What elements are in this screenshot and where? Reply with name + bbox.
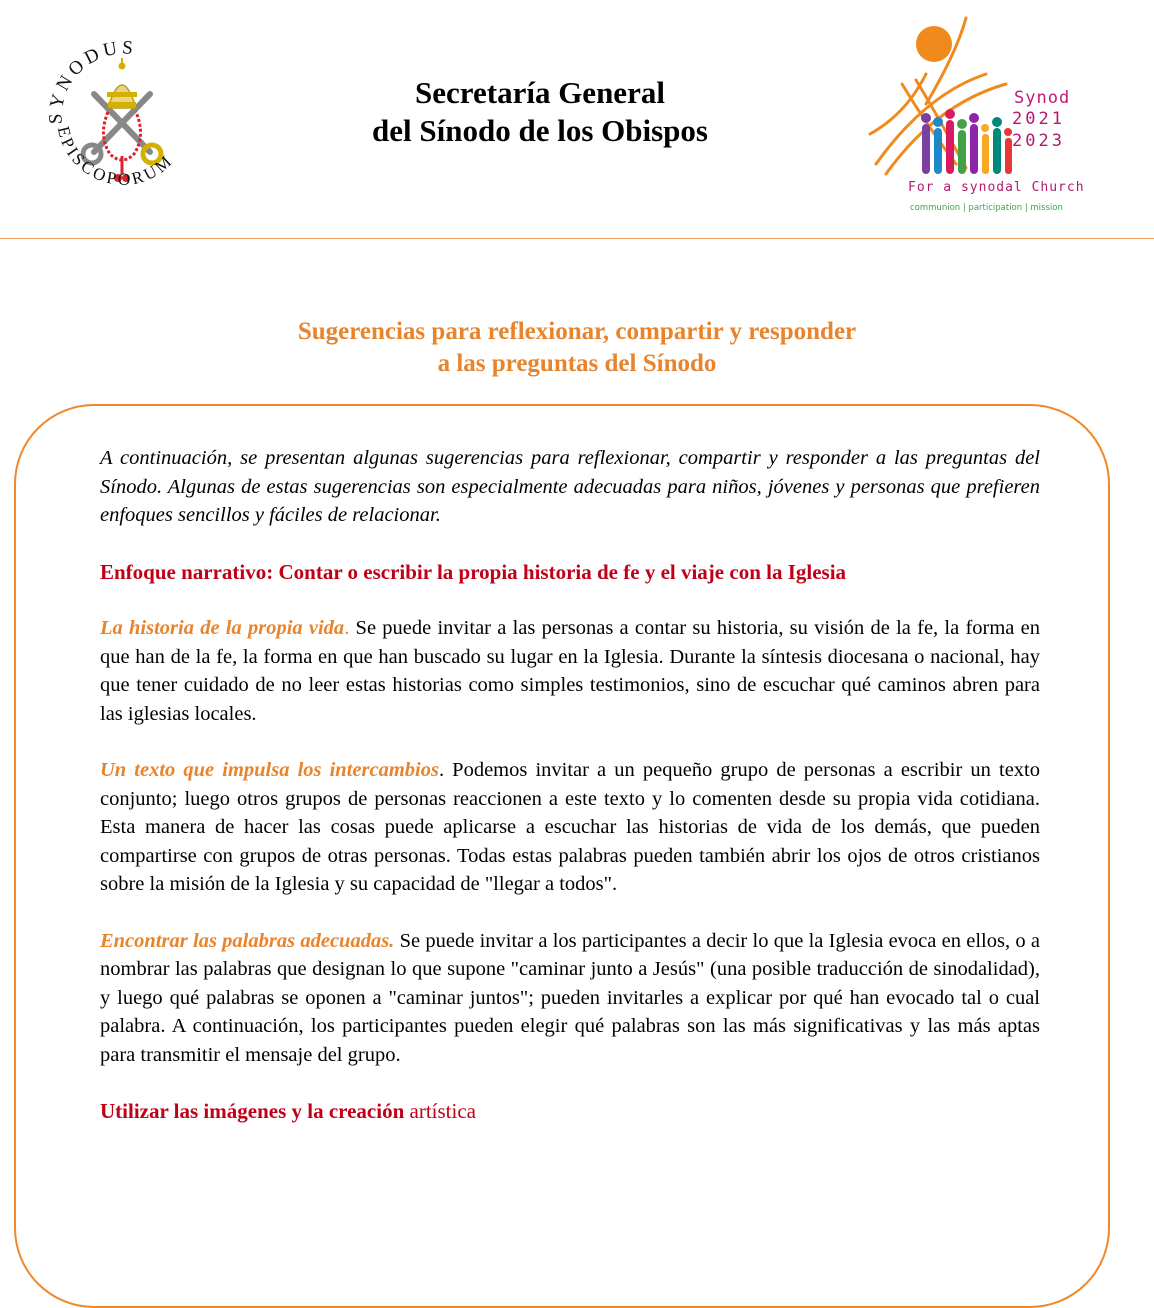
text-right-words: Se puede invitar a los participantes a decir lo que la Iglesia evoca en ellos, o a nombrar las palabras que designan lo que supone "caminar junto a Jesús" (una posible traducción de sinodalidad), y luego qué palabras se oponen a "caminar juntos"; pueden invitarles a explicar por qué han evocado tal o cual palabra. A continuación, los participantes pueden elegir qué palabras son las más significativas y las más aptas para transmitir el mensaje del grupo. <box>100 929 1040 1066</box>
text-life-story: Se puede invitar a las personas a contar su historia, su visión de la fe, la forma en que han de la fe, la forma en que han buscado su lugar en la Iglesia. Durante la síntesis diocesana o nacional, hay que tener cuidado de no leer estas historias como simples testimonios, sino de escuchar qué caminos abren para las iglesias locales. <box>100 617 1040 725</box>
lead-period: . <box>344 617 350 639</box>
document-title <box>200 316 954 380</box>
heading-images-bold: Utilizar las imágenes y la creación <box>100 1099 405 1123</box>
document-title-line-2: a las preguntas del Sínodo <box>437 350 717 377</box>
section-heading-images <box>100 1097 1040 1126</box>
paragraph-right-words <box>100 927 1040 1070</box>
synodus-episcoporum-seal <box>38 32 206 200</box>
logo-tagline: For a synodal Church <box>908 180 1085 195</box>
letterhead <box>0 0 1154 240</box>
lead-life-story: La historia de la propia vida <box>100 617 345 639</box>
header-divider <box>0 238 1154 239</box>
logo-subline: communion | participation | mission <box>910 203 1063 213</box>
logo-year-end: 2023 <box>1012 131 1065 151</box>
text-shared-text: . Podemos invitar a un pequeño grupo de personas a escribir un texto conjunto; luego otros grupos de personas reaccionen a este texto y lo comenten desde su propia vida cotidiana. Esta manera de hacer las cosas puede aplicarse a escuchar las historias de vida de los demás, que pueden compartirse con grupos de otras personas. Todas estas palabras pueden también abrir los ojos de otros cristianos sobre la misión de la Iglesia y su capacidad de "llegar a todos". <box>100 759 1040 895</box>
intro-paragraph: A continuación, se presentan algunas sugerencias para reflexionar, compartir y responder a las preguntas del Sínodo. Algunas de estas sugerencias son especialmente adecuadas para niños, jóvenes y personas que prefieren enfoques sencillos y fáciles de relacionar. <box>100 447 1040 526</box>
paragraph-shared-text <box>100 756 1040 899</box>
lead-right-words: Encontrar las palabras adecuadas. <box>100 929 395 952</box>
heading-images-normal: artística <box>404 1099 476 1123</box>
org-title-line-2: del Sínodo de los Obispos <box>372 113 708 148</box>
org-title-line-1: Secretaría General <box>415 75 665 110</box>
logo-years <box>1012 108 1065 152</box>
organization-title <box>330 74 750 150</box>
svg-text:SYNODUS: SYNODUS <box>45 37 138 125</box>
content-body <box>100 444 1040 1154</box>
logo-word: Synod <box>1014 88 1071 108</box>
logo-year-start: 2021 <box>1012 109 1065 129</box>
section-heading-narrative: Enfoque narrativo: Contar o escribir la propia historia de fe y el viaje con la Iglesia <box>100 559 847 584</box>
lead-shared-text: Un texto que impulsa los intercambios <box>100 759 439 781</box>
document-title-line-1: Sugerencias para reflexionar, compartir y responder <box>297 318 857 345</box>
svg-text:EPISCOPORUM: EPISCOPORUM <box>53 124 178 189</box>
paragraph-life-story <box>100 614 1040 728</box>
